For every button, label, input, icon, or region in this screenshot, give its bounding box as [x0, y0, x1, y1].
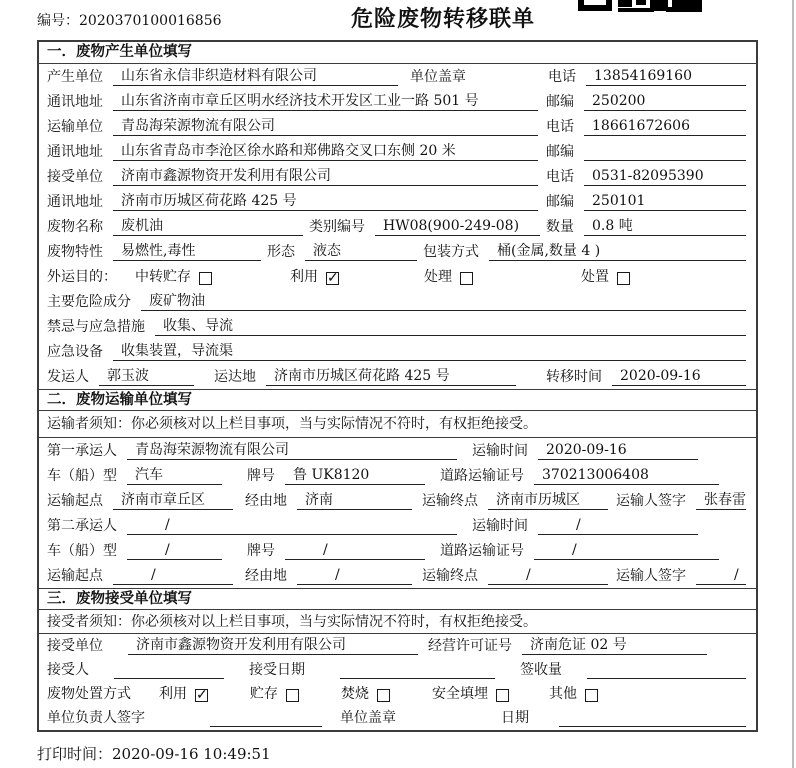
checkbox-field [159, 685, 208, 703]
qr-module [618, 8, 654, 12]
form-row [39, 64, 756, 89]
field-value: 山东省永信非织造材料有限公司 [113, 67, 398, 86]
field-label: 运输终点 [422, 493, 478, 509]
field-label: 接受者须知：你必须核对以上栏目事项，当与实际情况不符时，有权拒绝接受。 [47, 613, 537, 630]
checkbox-label: 处理 [424, 269, 452, 285]
field-value: 2020-09-16 [538, 441, 698, 460]
field-value: 济南市鑫源物资开发利用有限公司 [113, 167, 538, 186]
field-label: 产生单位 [47, 69, 103, 85]
qr-module [584, 0, 606, 5]
field-label: 牌号 [247, 543, 275, 559]
field-value: 济南市鑫源物资开发利用有限公司 [128, 636, 418, 655]
field-label: 转移时间 [546, 369, 602, 385]
field-label: 废物特性 [47, 244, 103, 260]
form-section-transporter [39, 389, 756, 588]
checkbox-empty-icon [617, 272, 630, 285]
blank-field-underline [584, 143, 746, 161]
field-label: 单位盖章 [410, 69, 466, 85]
field-value: 18661672606 [584, 117, 746, 136]
field-label: 经由地 [245, 568, 287, 584]
field-value: 青岛海荣源物流有限公司 [127, 441, 457, 460]
field-value: HW08(900-249-08) [375, 217, 540, 236]
form-row [39, 682, 756, 706]
field-value: 鲁 UK8120 [285, 466, 425, 485]
field-label: 牌号 [247, 468, 275, 484]
field-value: 0.8 吨 [584, 217, 746, 236]
form-row [39, 139, 756, 164]
field-value: / [113, 566, 233, 585]
field-label: 通讯地址 [47, 94, 103, 110]
field-value: 收集、导流 [155, 317, 746, 336]
field-value: / [127, 516, 457, 535]
blank-field-underline [210, 709, 322, 727]
field-label: 运达地 [214, 369, 256, 385]
field-value: 液态 [305, 242, 417, 261]
section-title-receiver: 三．废物接受单位填写 [39, 588, 756, 610]
checkbox-empty-icon [377, 689, 390, 702]
doc-number-label: 编号： [37, 13, 79, 29]
checkbox-field [135, 268, 212, 286]
field-label: 接受人 [47, 662, 89, 678]
page-title: 危险废物转移联单 [350, 6, 536, 32]
field-label: 数量 [546, 219, 574, 235]
field-label: 车（船）型 [47, 543, 117, 559]
print-time [37, 743, 271, 764]
field-value: 370213006408 [534, 466, 719, 485]
field-label: 运输人签字 [616, 493, 686, 509]
checkbox-label: 其他 [549, 686, 577, 702]
checkbox-empty-icon [496, 689, 509, 702]
field-label: 接受单位 [47, 638, 103, 654]
form-row [39, 189, 756, 214]
field-label: 邮编 [546, 144, 574, 160]
field-value: 2020-09-16 [612, 367, 746, 386]
field-label: 主要危险成分 [47, 294, 131, 310]
form-row [39, 314, 756, 339]
field-label: 邮编 [546, 194, 574, 210]
field-label: 形态 [267, 244, 295, 260]
qr-module [672, 0, 702, 7]
checkbox-field [424, 268, 473, 286]
checkbox-field [432, 685, 509, 703]
blank-field-underline [587, 661, 746, 679]
field-value: 济南市章丘区 [113, 491, 233, 510]
field-value: 青岛海荣源物流有限公司 [113, 117, 538, 136]
checkbox-label: 安全填埋 [432, 686, 488, 702]
form-row [39, 289, 756, 314]
checkbox-empty-icon [585, 689, 598, 702]
checkbox-label: 利用 [159, 686, 187, 702]
checkbox-checked-icon: ✓ [327, 270, 339, 286]
field-label: 应急设备 [47, 344, 103, 360]
field-label: 外运目的： [47, 269, 117, 285]
field-label: 接受日期 [249, 662, 305, 678]
form-row [39, 513, 756, 538]
field-label: 通讯地址 [47, 194, 103, 210]
form-row [39, 658, 756, 682]
field-label: 运输起点 [47, 493, 103, 509]
page-edge-line [792, 0, 794, 768]
field-label: 邮编 [546, 94, 574, 110]
field-value: / [534, 541, 719, 560]
form-row [39, 438, 756, 463]
field-value: / [488, 566, 608, 585]
field-value: 济南危证 02 号 [522, 636, 707, 655]
notice-row [39, 411, 756, 438]
field-label: 禁忌与应急措施 [47, 319, 145, 335]
form-section-receiver [39, 588, 756, 730]
field-label: 经营许可证号 [428, 638, 512, 654]
doc-number [37, 10, 222, 30]
field-value: 济南市历城区 [488, 491, 608, 510]
form-row [39, 214, 756, 239]
checkbox-label: 焚烧 [341, 686, 369, 702]
field-value: 废矿物油 [141, 292, 746, 311]
field-label: 包装方式 [423, 244, 479, 260]
field-value: 250101 [584, 192, 746, 211]
field-value: / [285, 541, 425, 560]
form-row [39, 563, 756, 588]
field-label: 运输终点 [422, 568, 478, 584]
field-label: 电话 [546, 119, 574, 135]
blank-field-underline [340, 661, 495, 679]
field-label: 电话 [548, 69, 576, 85]
field-label: 接受单位 [47, 169, 103, 185]
field-value: 废机油 [113, 217, 303, 236]
field-label: 运输时间 [472, 518, 528, 534]
checkbox-empty-icon [199, 272, 212, 285]
field-value: / [538, 516, 698, 535]
qr-module [618, 0, 632, 7]
field-value: 桶(金属,数量 4 ) [489, 242, 746, 261]
field-label: 单位负责人签字 [47, 710, 145, 726]
field-label: 发运人 [47, 369, 89, 385]
field-value: 易燃性,毒性 [113, 242, 261, 261]
field-value: 张春雷 [696, 491, 746, 510]
form-section-producer [39, 42, 756, 389]
qr-code-fragment [578, 0, 704, 12]
field-label: 运输人签字 [616, 568, 686, 584]
checkbox-empty-icon [286, 689, 299, 702]
field-label: 运输起点 [47, 568, 103, 584]
field-label: 道路运输证号 [440, 468, 524, 484]
section-title-producer: 一．废物产生单位填写 [39, 42, 756, 64]
checkbox-label: 贮存 [250, 686, 278, 702]
field-value: 13854169160 [586, 67, 746, 86]
field-label: 日期 [501, 710, 529, 726]
field-label: 签收量 [520, 662, 562, 678]
form-row [39, 634, 756, 658]
form-row [39, 89, 756, 114]
form-row [39, 339, 756, 364]
print-time-label: 打印时间： [37, 745, 113, 763]
checkbox-field [341, 685, 390, 703]
qr-module [636, 0, 646, 5]
form-table [37, 40, 758, 732]
field-value: 汽车 [127, 466, 222, 485]
field-label: 电话 [546, 169, 574, 185]
field-label: 车（船）型 [47, 468, 117, 484]
field-label: 第一承运人 [47, 443, 117, 459]
form-row [39, 164, 756, 189]
checkbox-label: 中转贮存 [135, 269, 191, 285]
field-label: 运输者须知：你必须核对以上栏目事项，当与实际情况不符时，有权拒绝接受。 [47, 416, 537, 432]
field-label: 废物处置方式 [47, 686, 131, 702]
section-title-transporter: 二．废物运输单位填写 [39, 389, 756, 411]
form-row [39, 364, 756, 389]
qr-module [666, 7, 702, 12]
blank-field-underline [114, 661, 224, 679]
field-label: 运输单位 [47, 119, 103, 135]
field-value: 郭玉波 [99, 367, 194, 386]
field-label: 通讯地址 [47, 144, 103, 160]
field-value: 济南市历城区荷花路 425 号 [113, 192, 538, 211]
checkbox-label: 处置 [581, 269, 609, 285]
notice-row [39, 610, 756, 634]
checkbox-label: 利用 [290, 269, 318, 285]
field-label: 经由地 [245, 493, 287, 509]
field-value: / [297, 566, 412, 585]
field-value: 0531-82095390 [584, 167, 746, 186]
field-value: 收集装置，导流渠 [113, 342, 746, 361]
form-row [39, 463, 756, 488]
field-label: 类别编号 [309, 219, 365, 235]
field-value: / [127, 541, 222, 560]
checkbox-field [549, 685, 598, 703]
print-time-value: 2020-09-16 10:49:51 [112, 745, 271, 763]
checkbox-field [250, 685, 299, 703]
field-value: 山东省青岛市李沧区徐水路和郑佛路交叉口东侧 20 米 [113, 142, 538, 161]
field-label: 道路运输证号 [440, 543, 524, 559]
field-value: 济南市历城区荷花路 425 号 [266, 367, 516, 386]
checkbox-empty-icon [460, 272, 473, 285]
form-row [39, 239, 756, 264]
form-row [39, 706, 756, 730]
field-label: 第二承运人 [47, 518, 117, 534]
checkbox-checked-icon: ✓ [196, 687, 208, 703]
field-value: 济南 [297, 491, 412, 510]
field-label: 运输时间 [472, 443, 528, 459]
field-value: 山东省济南市章丘区明水经济技术开发区工业一路 501 号 [113, 92, 538, 111]
form-row [39, 114, 756, 139]
checkbox-field [290, 268, 339, 286]
form-row [39, 264, 756, 289]
blank-field-underline [559, 709, 746, 727]
field-value: / [696, 566, 746, 585]
checkbox-field [581, 268, 630, 286]
form-row [39, 538, 756, 563]
doc-number-value: 2020370100016856 [79, 13, 222, 29]
field-label: 废物名称 [47, 219, 103, 235]
form-row [39, 488, 756, 513]
field-value: 250200 [584, 92, 746, 111]
field-label: 单位盖章 [340, 710, 396, 726]
